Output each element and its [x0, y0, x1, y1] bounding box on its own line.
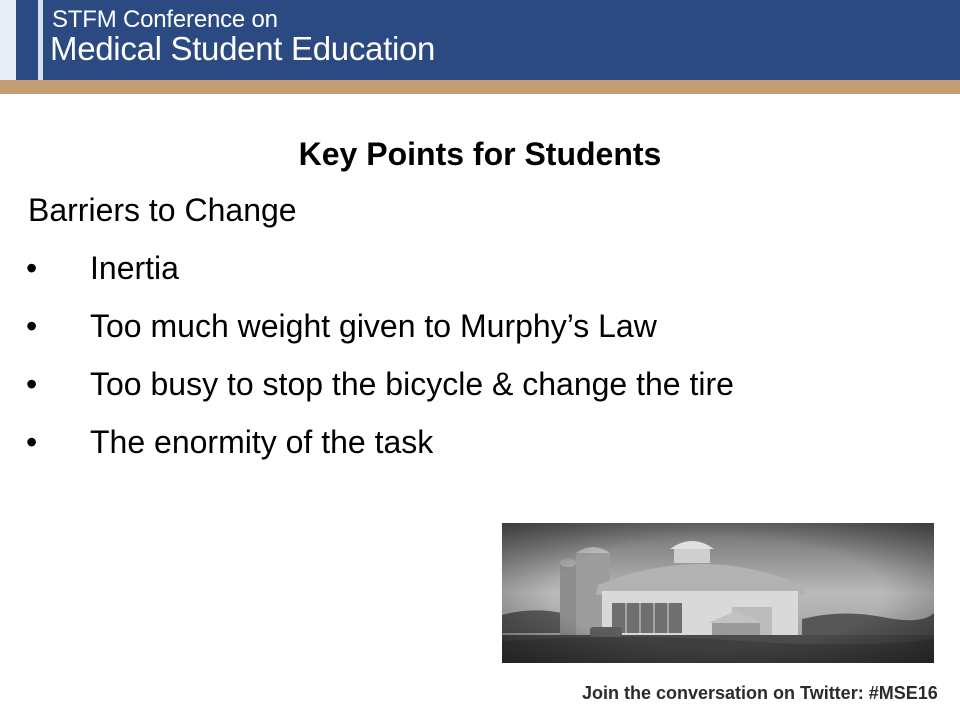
header-banner — [0, 0, 960, 80]
bullet-text: The enormity of the task — [90, 424, 434, 460]
header-conference-line1: STFM Conference on — [52, 6, 278, 33]
bullet-dot-icon: • — [26, 308, 38, 344]
header-left-strip — [0, 0, 16, 80]
header-conference-line2: Medical Student Education — [50, 30, 436, 67]
round-barn-photo — [502, 523, 934, 663]
bullet-dot-icon: • — [26, 366, 38, 402]
round-barn-icon — [502, 523, 934, 663]
bullet-dot-icon: • — [26, 250, 38, 286]
bullet-dot-icon: • — [26, 424, 38, 460]
bullet-text: Inertia — [90, 250, 179, 286]
slide-subtitle: Barriers to Change — [28, 192, 297, 228]
bullet-text: Too busy to stop the bicycle & change the tire — [90, 366, 734, 402]
slide-title: Key Points for Students — [298, 136, 662, 172]
header-tan-band — [0, 80, 960, 94]
header-accent-bar — [38, 0, 43, 80]
twitter-footer: Join the conversation on Twitter: #MSE16 — [582, 683, 938, 703]
bullet-text: Too much weight given to Murphy’s Law — [90, 308, 657, 344]
